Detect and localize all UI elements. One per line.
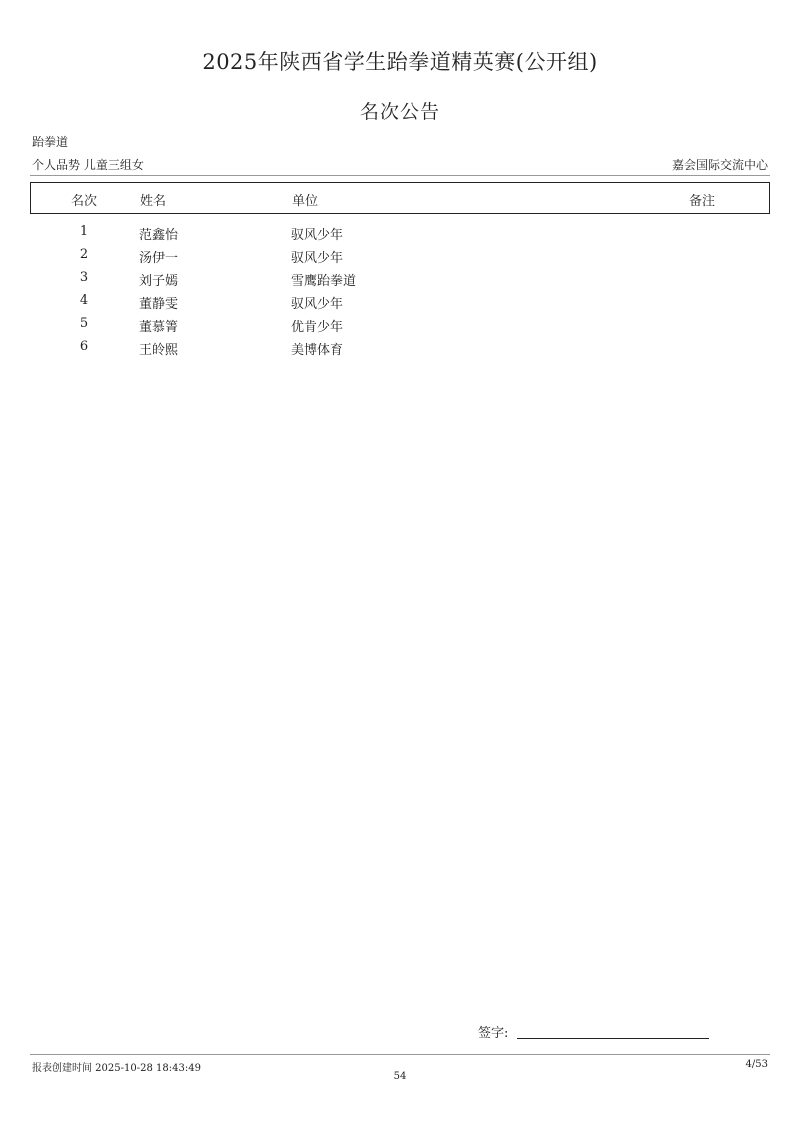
header-name: 姓名 (140, 194, 167, 209)
row-name: 汤伊一 (139, 251, 179, 266)
venue-label: 嘉会国际交流中心 (671, 158, 768, 172)
table-row (30, 337, 770, 360)
row-rank: 2 (79, 247, 89, 262)
document-subtitle: 名次公告 (359, 101, 440, 123)
row-rank: 3 (79, 270, 89, 285)
row-unit: 美博体育 (291, 343, 344, 358)
report-created-time: 报表创建时间 2025-10-28 18:43:49 (32, 1063, 201, 1074)
row-unit: 驭风少年 (291, 251, 344, 266)
table-row (30, 268, 770, 291)
page-number: 54 (393, 1071, 407, 1082)
row-rank: 6 (79, 339, 89, 354)
signature-line (517, 1038, 709, 1039)
table-row (30, 314, 770, 337)
table-row (30, 291, 770, 314)
results-table (30, 222, 770, 360)
row-unit: 驭风少年 (291, 297, 344, 312)
header-note: 备注 (689, 194, 716, 209)
row-name: 王皊熙 (139, 343, 179, 358)
table-row (30, 222, 770, 245)
sport-label: 跆拳道 (32, 135, 69, 149)
table-header (30, 182, 770, 214)
top-divider (30, 175, 770, 176)
page-fraction: 4/53 (745, 1059, 768, 1070)
row-name: 范鑫怡 (139, 228, 179, 243)
row-name: 刘子嫣 (139, 274, 179, 289)
signature-label: 签字: (478, 1026, 509, 1041)
row-unit: 雪鹰跆拳道 (291, 274, 357, 289)
document-title: 2025年陕西省学生跆拳道精英赛(公开组) (202, 50, 598, 74)
row-name: 董慕箐 (139, 320, 179, 335)
header-unit: 单位 (292, 194, 319, 209)
table-row (30, 245, 770, 268)
row-rank: 4 (79, 293, 89, 308)
bottom-divider (30, 1054, 770, 1055)
event-label: 个人品势 儿童三组女 (32, 158, 144, 172)
row-rank: 1 (79, 224, 89, 239)
row-rank: 5 (79, 316, 89, 331)
row-name: 董静雯 (139, 297, 179, 312)
header-rank: 名次 (71, 194, 98, 209)
row-unit: 优肯少年 (291, 320, 344, 335)
row-unit: 驭风少年 (291, 228, 344, 243)
